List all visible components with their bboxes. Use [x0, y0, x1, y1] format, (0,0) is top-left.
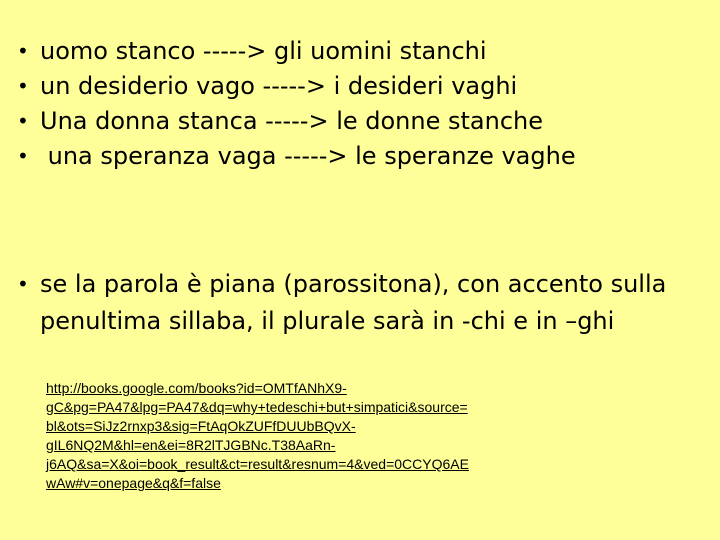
- bullet-dot-icon: •: [17, 39, 29, 63]
- source-link-line: http://books.google.com/books?id=OMTfANhX9-: [46, 380, 347, 396]
- rule-list: [12, 266, 712, 340]
- list-item-text: uomo stanco -----> gli uomini stanchi: [40, 37, 487, 65]
- source-link-line: wAw#v=onepage&q&f=false: [46, 475, 221, 491]
- list-item: [12, 34, 712, 69]
- list-item: [12, 139, 712, 174]
- bullet-dot-icon: •: [17, 109, 29, 133]
- list-item-text: un desiderio vago -----> i desideri vaghi: [40, 72, 518, 100]
- list-item: [12, 69, 712, 104]
- example-list: [12, 34, 712, 174]
- source-link-line: bl&ots=SiJz2rnxp3&sig=FtAqOkZUFfDUUbBQvX-: [46, 418, 356, 434]
- bullet-dot-icon: •: [17, 74, 29, 98]
- bullet-dot-icon: •: [17, 272, 29, 296]
- source-link-line: gC&pg=PA47&lpg=PA47&dq=why+tedeschi+but+simpatici&source=: [46, 399, 468, 415]
- list-item: [12, 104, 712, 139]
- rule-item: [12, 266, 712, 340]
- bullet-dot-icon: •: [17, 144, 29, 168]
- list-item-text: una speranza vaga -----> le speranze vaghe: [40, 142, 576, 170]
- source-link-line: j6AQ&sa=X&oi=book_result&ct=result&resnum=4&ved=0CCYQ6AE: [46, 456, 469, 472]
- source-link[interactable]: [46, 379, 606, 493]
- list-item-text: Una donna stanca -----> le donne stanche: [40, 107, 543, 135]
- source-link-line: gIL6NQ2M&hl=en&ei=8R2lTJGBNc.T38AaRn-: [46, 437, 336, 453]
- rule-text: se la parola è piana (parossitona), con accento sulla penultima sillaba, il plurale sarà in -chi e in –ghi: [40, 270, 667, 335]
